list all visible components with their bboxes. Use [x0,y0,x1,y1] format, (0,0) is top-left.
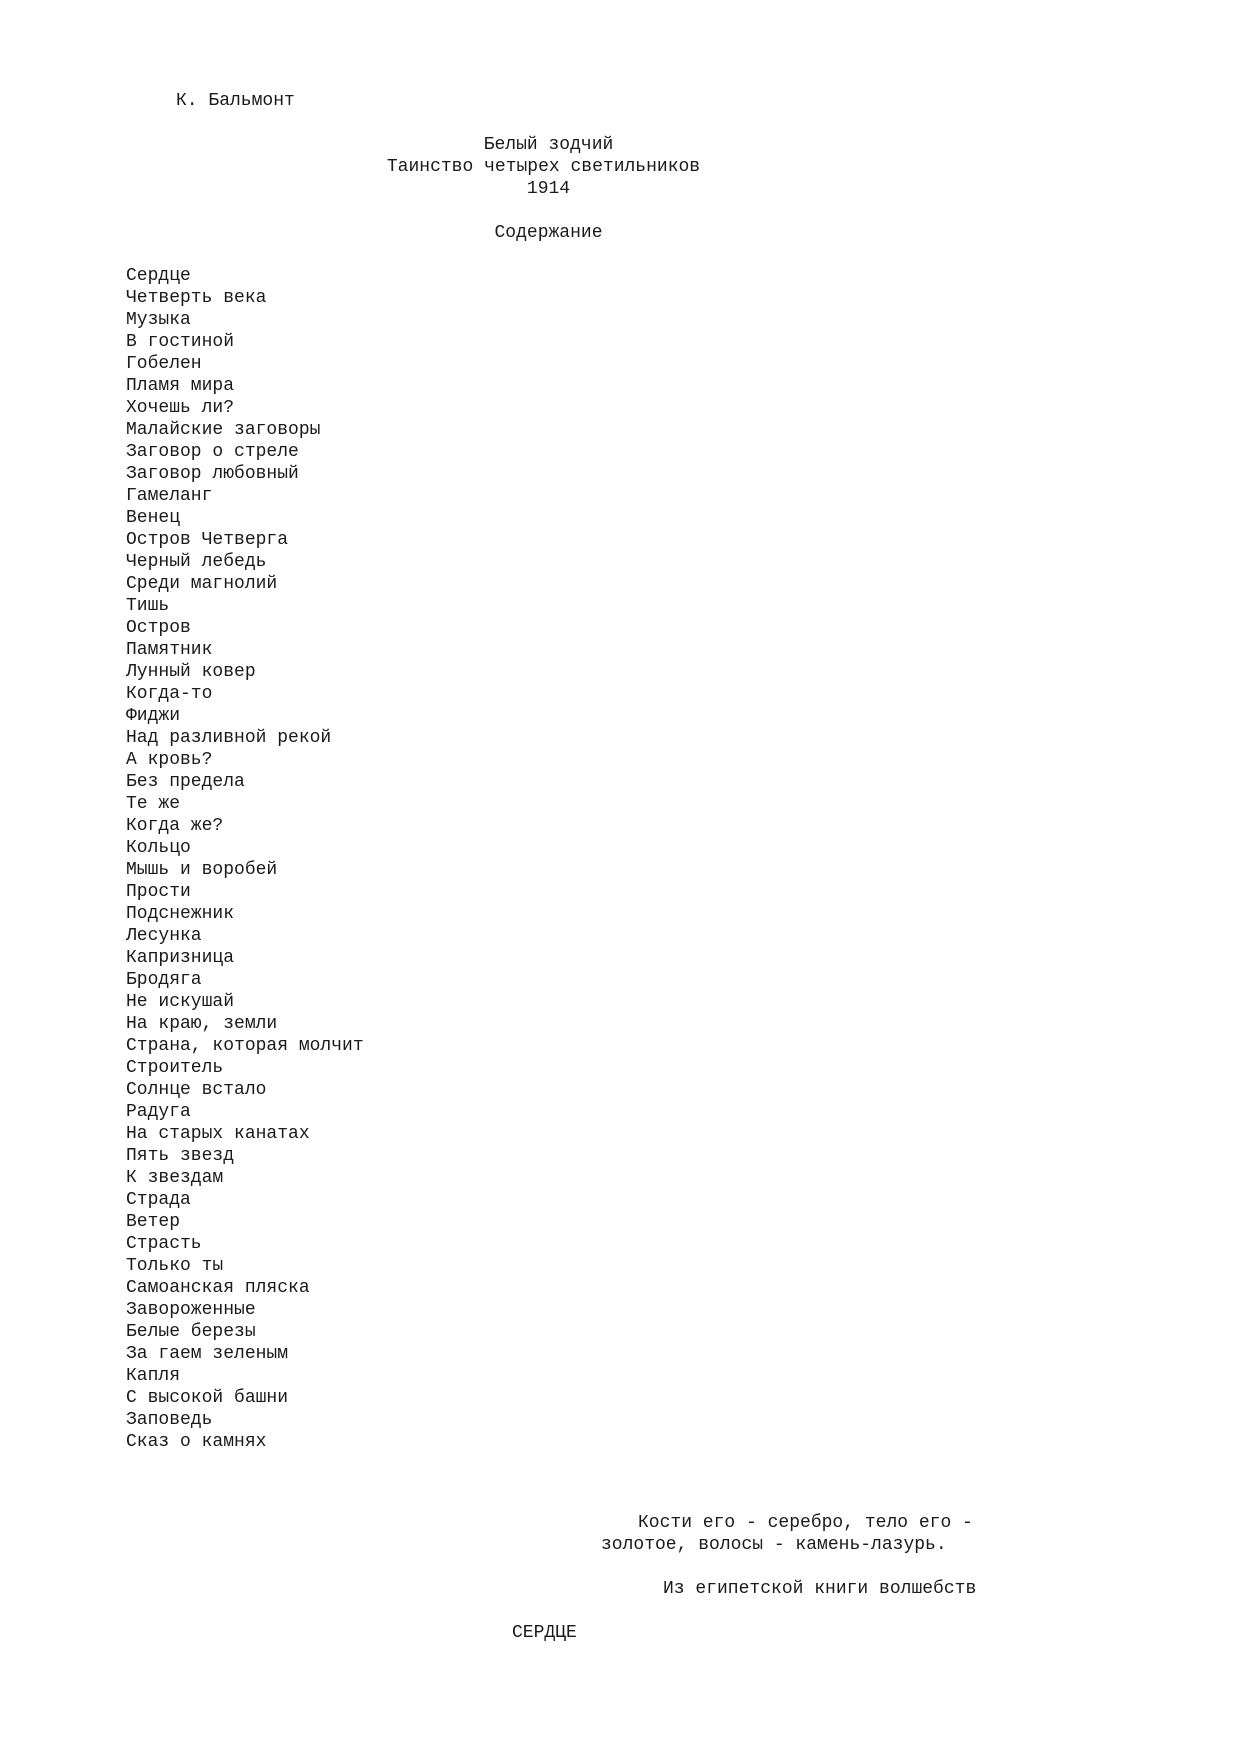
toc-item: Бродяга [126,970,202,990]
toc-item: Среди магнолий [126,574,278,594]
toc-item: Сердце [126,266,191,286]
toc-item: Капля [126,1366,181,1386]
toc-item: Остров Четверга [126,530,289,550]
toc-item: Не искушай [126,992,235,1012]
toc-item: Капризница [126,948,235,968]
epigraph-line: Кости его - серебро, тело его - [638,1513,973,1533]
toc-item: Заповедь [126,1410,213,1430]
toc-item: Без предела [126,772,245,792]
toc-item: Те же [126,794,181,814]
toc-item: На краю, земли [126,1014,278,1034]
publication-year: 1914 [526,179,571,199]
toc-item: Черный лебедь [126,552,267,572]
toc-item: На старых канатах [126,1124,310,1144]
toc-item: Пять звезд [126,1146,235,1166]
toc-item: Памятник [126,640,213,660]
toc-item: Венец [126,508,181,528]
toc-item: Солнце встало [126,1080,267,1100]
toc-item: К звездам [126,1168,224,1188]
toc-item: Страда [126,1190,191,1210]
toc-item: Гобелен [126,354,202,374]
book-subtitle: Таинство четырех светильников [386,157,701,177]
toc-item: Ветер [126,1212,181,1232]
toc-item: Радуга [126,1102,191,1122]
toc-item: Завороженные [126,1300,256,1320]
epigraph-line: золотое, волосы - камень-лазурь. [601,1535,947,1555]
toc-item: За гаем зеленым [126,1344,289,1364]
toc-item: В гостиной [126,332,235,352]
toc-item: Только ты [126,1256,224,1276]
book-title: Белый зодчий [483,135,614,155]
toc-item: Когда-то [126,684,213,704]
toc-item: Подснежник [126,904,235,924]
toc-item: Страна, которая молчит [126,1036,364,1056]
toc-item: Хочешь ли? [126,398,235,418]
toc-item: Мышь и воробей [126,860,278,880]
section-title: СЕРДЦЕ [512,1623,577,1643]
toc-item: А кровь? [126,750,213,770]
toc-item: Музыка [126,310,191,330]
toc-item: Заговор о стреле [126,442,299,462]
toc-item: Белые березы [126,1322,256,1342]
toc-item: Тишь [126,596,170,616]
toc-item: Когда же? [126,816,224,836]
toc-item: Строитель [126,1058,224,1078]
epigraph-source: Из египетской книги волшебств [663,1579,977,1599]
toc-item: Четверть века [126,288,267,308]
table-of-contents [126,265,364,1453]
toc-item: Лунный ковер [126,662,256,682]
toc-item: Самоанская пляска [126,1278,310,1298]
toc-item: С высокой башни [126,1388,289,1408]
toc-item: Гамеланг [126,486,213,506]
toc-item: Пламя мира [126,376,235,396]
author-name: К. Бальмонт [176,91,295,111]
toc-item: Малайские заговоры [126,420,321,440]
toc-item: Остров [126,618,191,638]
toc-item: Кольцо [126,838,191,858]
toc-item: Лесунка [126,926,202,946]
toc-heading: Содержание [494,223,603,243]
toc-item: Прости [126,882,191,902]
toc-item: Сказ о камнях [126,1432,267,1452]
toc-item: Фиджи [126,706,181,726]
toc-item: Страсть [126,1234,202,1254]
toc-item: Заговор любовный [126,464,299,484]
toc-item: Над разливной рекой [126,728,332,748]
